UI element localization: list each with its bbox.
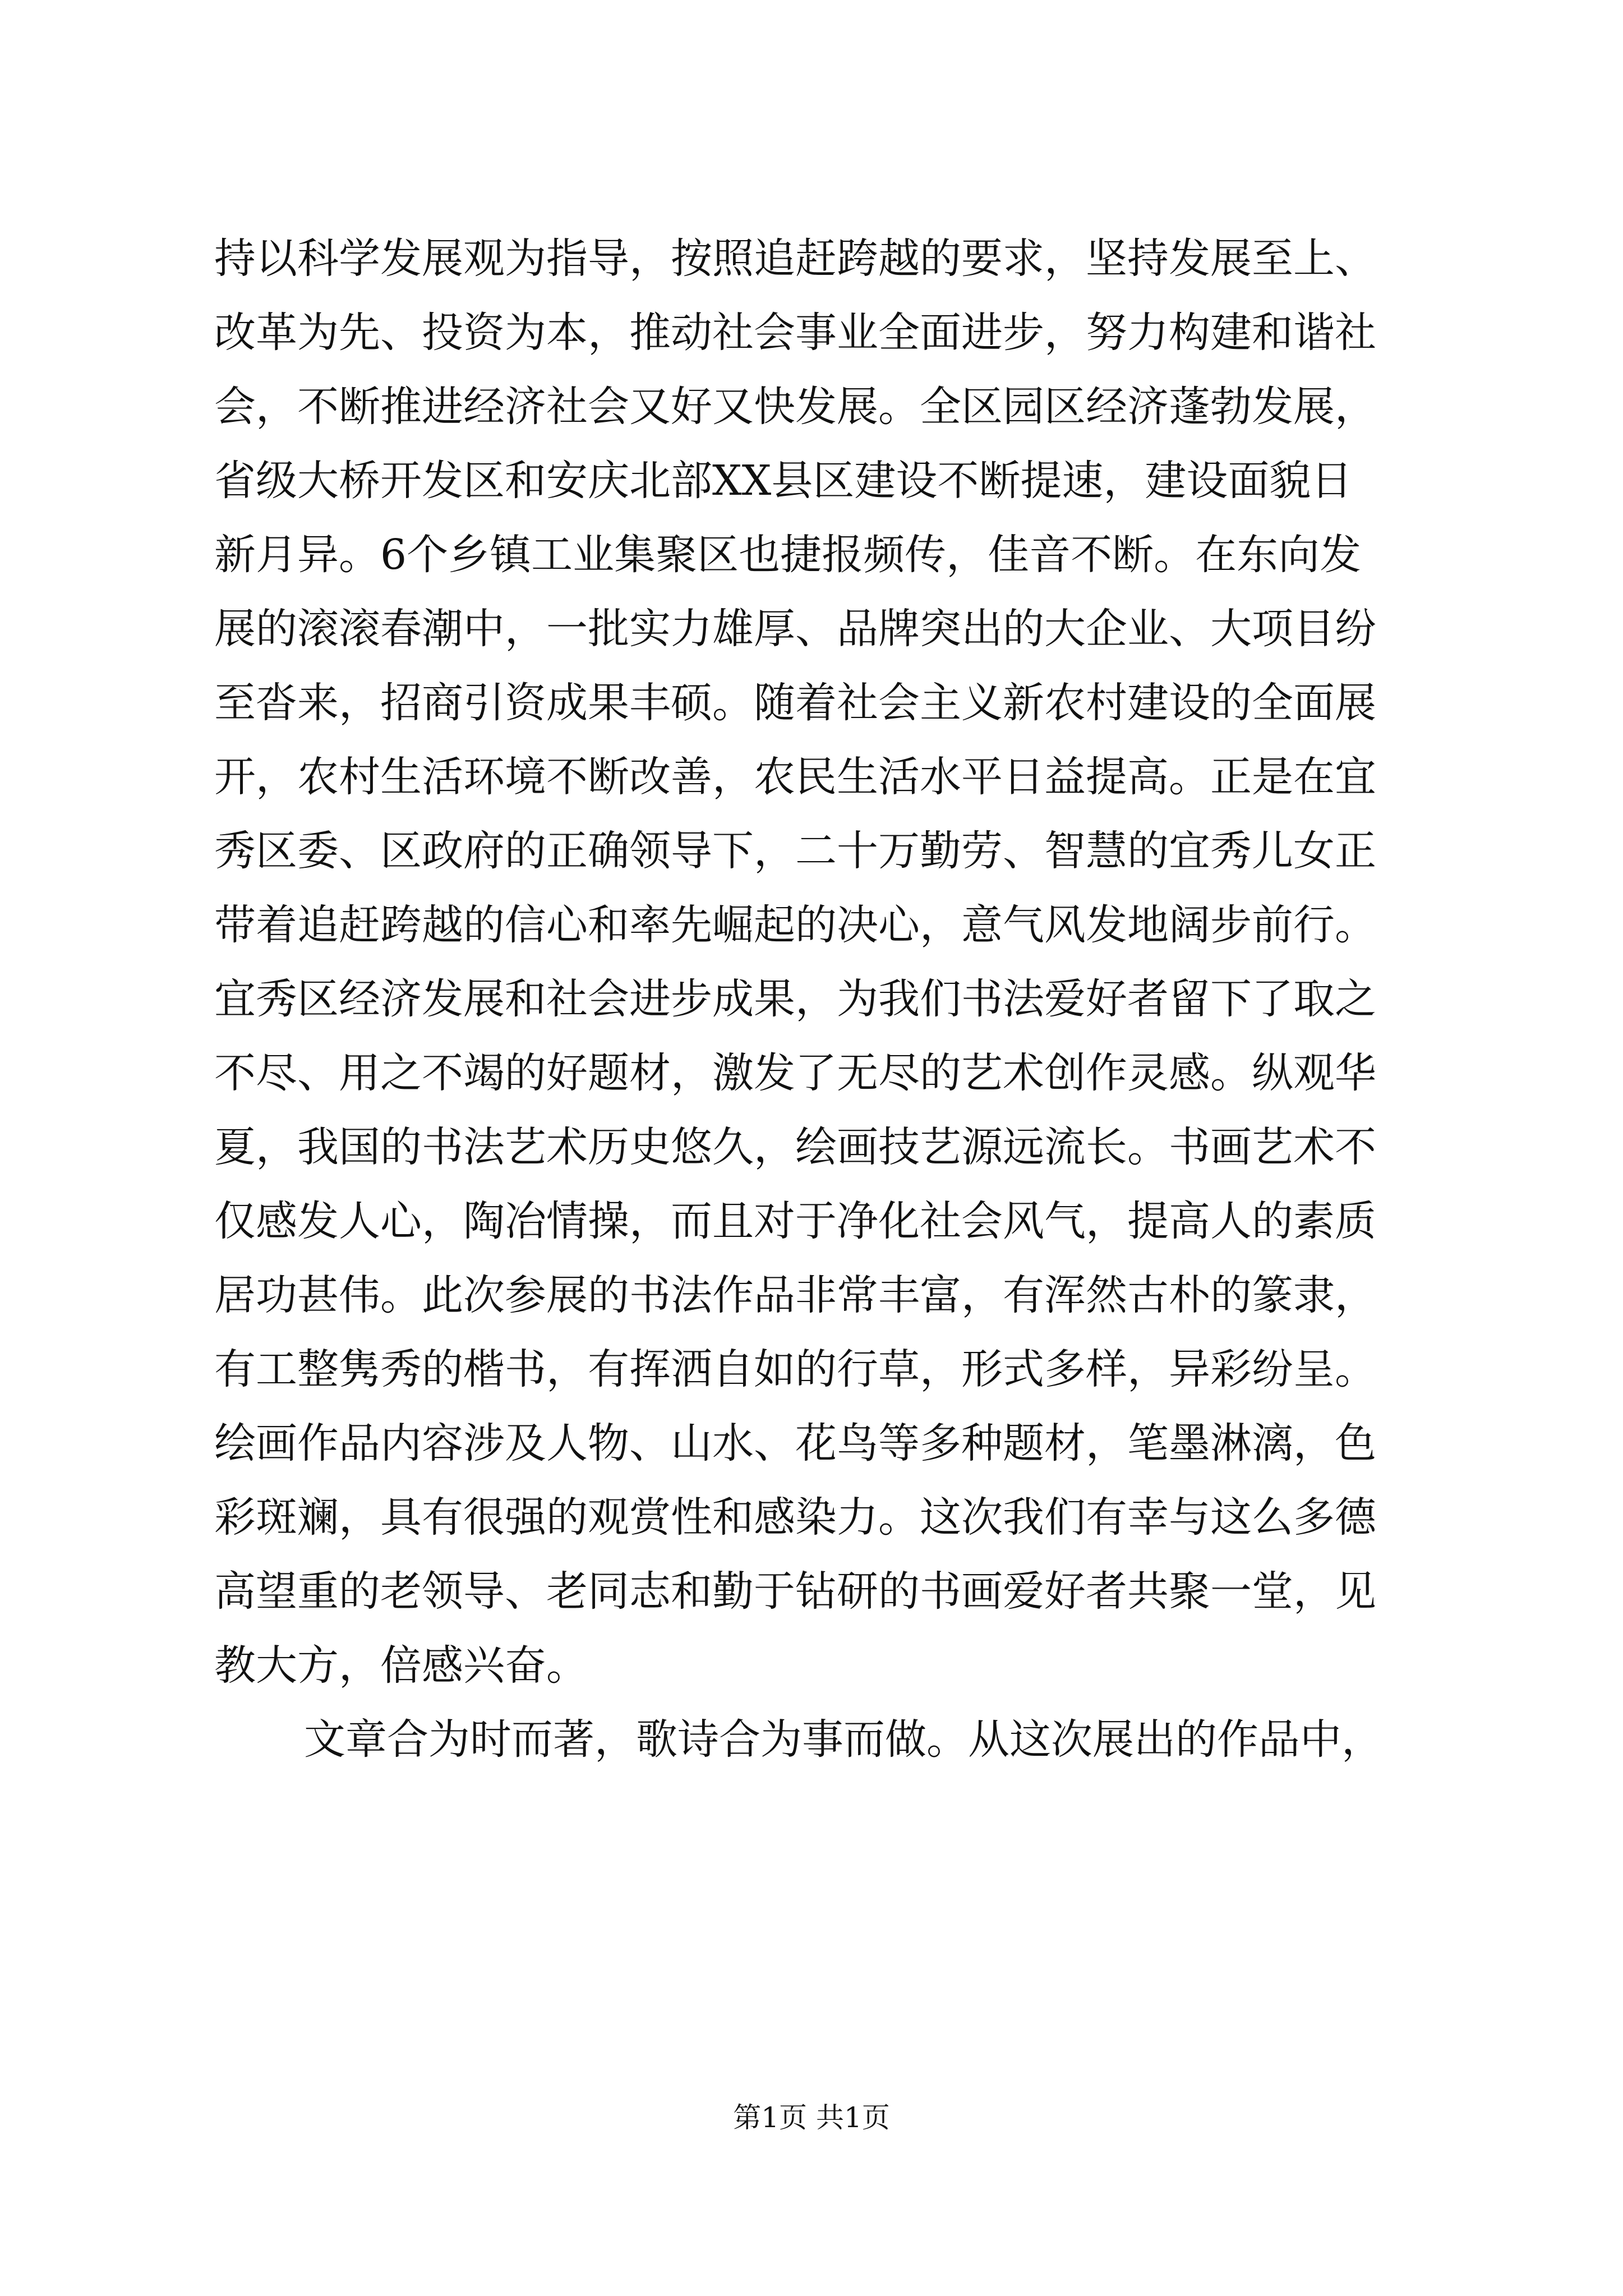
text-line: 宜秀区经济发展和社会进步成果，为我们书法爱好者留下了取之 xyxy=(214,975,1376,1023)
text-line: 新月异。6个乡镇工业集聚区也捷报频传，佳音不断。在东向发 xyxy=(214,531,1362,579)
text-line: 带着追赶跨越的信心和率先崛起的决心，意气风发地阔步前行。 xyxy=(214,901,1376,949)
text-line: 有工整隽秀的楷书，有挥洒自如的行草，形式多样，异彩纷呈。 xyxy=(214,1345,1376,1393)
text-line: 彩斑斓，具有很强的观赏性和感染力。这次我们有幸与这么多德 xyxy=(214,1493,1376,1542)
text-line: 高望重的老领导、老同志和勤于钻研的书画爱好者共聚一堂，见 xyxy=(214,1567,1376,1616)
paragraph-first-line: 文章合为时而著，歌诗合为事而做。从这次展出的作品中， xyxy=(304,1715,1383,1764)
text-line: 会，不断推进经济社会又好又快发展。全区园区经济蓬勃发展， xyxy=(214,383,1376,431)
text-line: 至沓来，招商引资成果丰硕。随着社会主义新农村建设的全面展 xyxy=(214,679,1376,727)
text-line: 改革为先、投资为本，推动社会事业全面进步，努力构建和谐社 xyxy=(214,309,1376,357)
text-line: 教大方，倍感兴奋。 xyxy=(214,1641,588,1690)
text-line: 展的滚滚春潮中，一批实力雄厚、品牌突出的大企业、大项目纷 xyxy=(214,605,1376,653)
text-line: 不尽、用之不竭的好题材，激发了无尽的艺术创作灵感。纵观华 xyxy=(214,1049,1376,1097)
page-number-footer: 第1页 共1页 xyxy=(733,2101,890,2134)
text-line: 持以科学发展观为指导，按照追赶跨越的要求，坚持发展至上、 xyxy=(214,234,1376,283)
text-line: 仅感发人心，陶冶情操，而且对于净化社会风气，提高人的素质 xyxy=(214,1197,1376,1245)
body-text xyxy=(214,222,1465,1777)
text-line: 开，农村生活环境不断改善，农民生活水平日益提高。正是在宜 xyxy=(214,753,1376,801)
text-line: 秀区委、区政府的正确领导下，二十万勤劳、智慧的宜秀儿女正 xyxy=(214,827,1376,875)
text-line: 省级大桥开发区和安庆北部XX县区建设不断提速，建设面貌日 xyxy=(214,457,1353,505)
text-line: 居功甚伟。此次参展的书法作品非常丰富，有浑然古朴的篆隶， xyxy=(214,1271,1376,1319)
text-line: 绘画作品内容涉及人物、山水、花鸟等多种题材，笔墨淋漓，色 xyxy=(214,1419,1376,1467)
text-line: 夏，我国的书法艺术历史悠久，绘画技艺源远流长。书画艺术不 xyxy=(214,1123,1376,1171)
